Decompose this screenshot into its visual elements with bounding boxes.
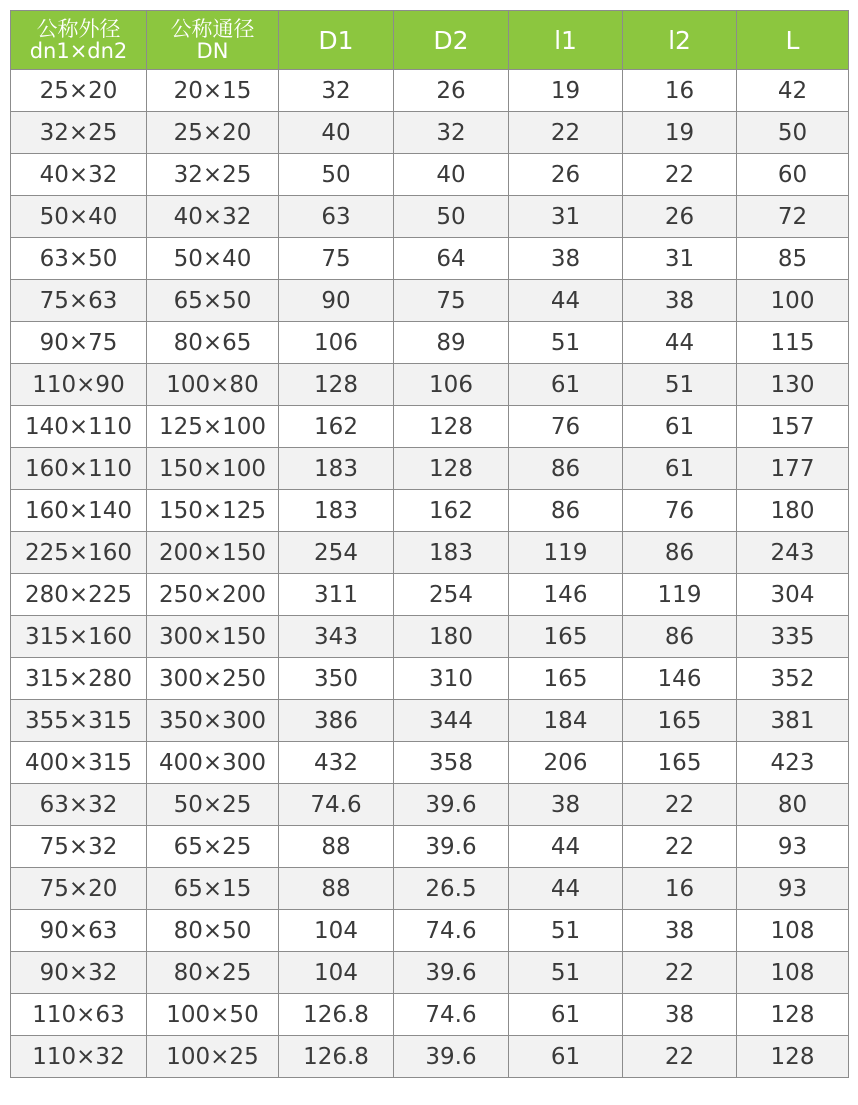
table-cell: 254 xyxy=(394,574,509,616)
table-cell: 75×20 xyxy=(11,868,147,910)
table-row xyxy=(11,826,849,868)
table-cell: 110×32 xyxy=(11,1036,147,1078)
table-cell: 61 xyxy=(623,448,737,490)
table-row xyxy=(11,364,849,406)
table-cell: 250×200 xyxy=(147,574,279,616)
table-row xyxy=(11,406,849,448)
table-cell: 344 xyxy=(394,700,509,742)
table-cell: 75 xyxy=(279,238,394,280)
table-row xyxy=(11,196,849,238)
table-cell: 400×315 xyxy=(11,742,147,784)
table-cell: 165 xyxy=(509,658,623,700)
table-cell: 22 xyxy=(623,826,737,868)
table-cell: 128 xyxy=(737,1036,849,1078)
table-cell: 180 xyxy=(394,616,509,658)
table-cell: 80×50 xyxy=(147,910,279,952)
table-cell: 50 xyxy=(737,112,849,154)
table-cell: 100×80 xyxy=(147,364,279,406)
table-cell: 311 xyxy=(279,574,394,616)
table-cell: 160×140 xyxy=(11,490,147,532)
table-row xyxy=(11,616,849,658)
table-cell: 280×225 xyxy=(11,574,147,616)
table-cell: 64 xyxy=(394,238,509,280)
table-row xyxy=(11,700,849,742)
table-cell: 19 xyxy=(509,70,623,112)
table-cell: 63×50 xyxy=(11,238,147,280)
table-row xyxy=(11,868,849,910)
table-cell: 80×25 xyxy=(147,952,279,994)
table-cell: 22 xyxy=(623,784,737,826)
table-row xyxy=(11,532,849,574)
table-cell: 300×150 xyxy=(147,616,279,658)
table-cell: 22 xyxy=(623,154,737,196)
table-row xyxy=(11,952,849,994)
table-cell: 51 xyxy=(509,322,623,364)
table-cell: 106 xyxy=(279,322,394,364)
table-cell: 104 xyxy=(279,952,394,994)
table-cell: 183 xyxy=(394,532,509,574)
table-cell: 93 xyxy=(737,868,849,910)
table-cell: 38 xyxy=(623,994,737,1036)
table-cell: 32×25 xyxy=(11,112,147,154)
table-cell: 25×20 xyxy=(147,112,279,154)
table-cell: 74.6 xyxy=(279,784,394,826)
table-cell: 32 xyxy=(279,70,394,112)
table-cell: 22 xyxy=(623,952,737,994)
table-row xyxy=(11,238,849,280)
table-cell: 26 xyxy=(623,196,737,238)
table-cell: 22 xyxy=(509,112,623,154)
table-cell: 75×63 xyxy=(11,280,147,322)
table-cell: 65×50 xyxy=(147,280,279,322)
table-cell: 25×20 xyxy=(11,70,147,112)
table-cell: 39.6 xyxy=(394,1036,509,1078)
table-cell: 90 xyxy=(279,280,394,322)
table-cell: 44 xyxy=(509,826,623,868)
table-cell: 423 xyxy=(737,742,849,784)
table-row xyxy=(11,448,849,490)
header-l1 xyxy=(509,11,623,70)
table-cell: 40 xyxy=(279,112,394,154)
table-cell: 76 xyxy=(509,406,623,448)
table-row xyxy=(11,742,849,784)
table-cell: 61 xyxy=(623,406,737,448)
table-cell: 65×15 xyxy=(147,868,279,910)
header-label-line1: 公称外径 xyxy=(36,17,121,41)
table-cell: 38 xyxy=(509,784,623,826)
table-cell: 86 xyxy=(623,532,737,574)
header-label-line2: DN xyxy=(196,39,229,63)
table-cell: 76 xyxy=(623,490,737,532)
table-cell: 61 xyxy=(509,364,623,406)
table-cell: 108 xyxy=(737,910,849,952)
table-cell: 110×63 xyxy=(11,994,147,1036)
table-cell: 51 xyxy=(509,910,623,952)
table-cell: 128 xyxy=(394,406,509,448)
table-cell: 126.8 xyxy=(279,1036,394,1078)
table-cell: 89 xyxy=(394,322,509,364)
table-cell: 119 xyxy=(509,532,623,574)
table-row xyxy=(11,112,849,154)
header-label: l1 xyxy=(554,25,577,55)
table-cell: 315×280 xyxy=(11,658,147,700)
table-row xyxy=(11,994,849,1036)
table-cell: 50×25 xyxy=(147,784,279,826)
table-cell: 315×160 xyxy=(11,616,147,658)
table-cell: 140×110 xyxy=(11,406,147,448)
table-cell: 40 xyxy=(394,154,509,196)
table-cell: 16 xyxy=(623,868,737,910)
table-cell: 65×25 xyxy=(147,826,279,868)
table-cell: 80×65 xyxy=(147,322,279,364)
table-cell: 254 xyxy=(279,532,394,574)
table-cell: 162 xyxy=(394,490,509,532)
table-cell: 104 xyxy=(279,910,394,952)
table-cell: 90×32 xyxy=(11,952,147,994)
table-cell: 40×32 xyxy=(11,154,147,196)
table-cell: 75×32 xyxy=(11,826,147,868)
table-cell: 335 xyxy=(737,616,849,658)
table-cell: 80 xyxy=(737,784,849,826)
table-cell: 60 xyxy=(737,154,849,196)
table-cell: 31 xyxy=(623,238,737,280)
table-cell: 38 xyxy=(623,280,737,322)
table-cell: 184 xyxy=(509,700,623,742)
table-cell: 119 xyxy=(623,574,737,616)
table-cell: 355×315 xyxy=(11,700,147,742)
table-cell: 32 xyxy=(394,112,509,154)
table-cell: 125×100 xyxy=(147,406,279,448)
table-cell: 162 xyxy=(279,406,394,448)
table-cell: 432 xyxy=(279,742,394,784)
table-cell: 88 xyxy=(279,868,394,910)
table-cell: 106 xyxy=(394,364,509,406)
table-cell: 86 xyxy=(509,490,623,532)
table-cell: 38 xyxy=(509,238,623,280)
table-row xyxy=(11,322,849,364)
table-cell: 61 xyxy=(509,994,623,1036)
table-cell: 150×100 xyxy=(147,448,279,490)
table-cell: 16 xyxy=(623,70,737,112)
table-cell: 74.6 xyxy=(394,994,509,1036)
table-cell: 88 xyxy=(279,826,394,868)
table-cell: 177 xyxy=(737,448,849,490)
table-cell: 157 xyxy=(737,406,849,448)
table-row xyxy=(11,574,849,616)
header-row xyxy=(11,11,849,70)
table-cell: 343 xyxy=(279,616,394,658)
header-nominal-bore xyxy=(147,11,279,70)
table-cell: 90×75 xyxy=(11,322,147,364)
table-cell: 386 xyxy=(279,700,394,742)
table-cell: 72 xyxy=(737,196,849,238)
header-d1 xyxy=(279,11,394,70)
table-cell: 39.6 xyxy=(394,826,509,868)
header-label: l2 xyxy=(668,25,691,55)
table-cell: 63×32 xyxy=(11,784,147,826)
table-cell: 31 xyxy=(509,196,623,238)
header-label-line2: dn1×dn2 xyxy=(29,39,128,63)
header-label-line1: 公称通径 xyxy=(170,17,255,41)
table-cell: 225×160 xyxy=(11,532,147,574)
table-cell: 183 xyxy=(279,490,394,532)
table-cell: 86 xyxy=(509,448,623,490)
table-cell: 165 xyxy=(509,616,623,658)
table-cell: 100 xyxy=(737,280,849,322)
table-cell: 352 xyxy=(737,658,849,700)
table-cell: 85 xyxy=(737,238,849,280)
table-cell: 180 xyxy=(737,490,849,532)
table-row xyxy=(11,70,849,112)
table-cell: 19 xyxy=(623,112,737,154)
table-row xyxy=(11,784,849,826)
header-l2 xyxy=(623,11,737,70)
table-cell: 50 xyxy=(279,154,394,196)
table-cell: 50×40 xyxy=(11,196,147,238)
table-cell: 39.6 xyxy=(394,784,509,826)
table-cell: 304 xyxy=(737,574,849,616)
table-cell: 108 xyxy=(737,952,849,994)
table-cell: 22 xyxy=(623,1036,737,1078)
header-outer-diameter xyxy=(11,11,147,70)
header-d2 xyxy=(394,11,509,70)
table-cell: 74.6 xyxy=(394,910,509,952)
table-cell: 160×110 xyxy=(11,448,147,490)
table-cell: 75 xyxy=(394,280,509,322)
table-cell: 310 xyxy=(394,658,509,700)
table-cell: 350×300 xyxy=(147,700,279,742)
table-row xyxy=(11,910,849,952)
table-cell: 206 xyxy=(509,742,623,784)
table-cell: 358 xyxy=(394,742,509,784)
table-cell: 126.8 xyxy=(279,994,394,1036)
table-row xyxy=(11,280,849,322)
table-body xyxy=(11,70,849,1078)
table-cell: 146 xyxy=(623,658,737,700)
table-cell: 400×300 xyxy=(147,742,279,784)
table-cell: 26 xyxy=(394,70,509,112)
table-cell: 26.5 xyxy=(394,868,509,910)
header-label: L xyxy=(785,25,800,55)
table-cell: 128 xyxy=(279,364,394,406)
table-header xyxy=(11,11,849,70)
table-row xyxy=(11,154,849,196)
table-cell: 165 xyxy=(623,742,737,784)
table-cell: 51 xyxy=(623,364,737,406)
table-cell: 44 xyxy=(509,280,623,322)
table-cell: 42 xyxy=(737,70,849,112)
table-cell: 50×40 xyxy=(147,238,279,280)
table-cell: 300×250 xyxy=(147,658,279,700)
table-cell: 32×25 xyxy=(147,154,279,196)
table-row xyxy=(11,658,849,700)
table-row xyxy=(11,1036,849,1078)
table-cell: 50 xyxy=(394,196,509,238)
header-label: D2 xyxy=(433,25,469,55)
table-cell: 150×125 xyxy=(147,490,279,532)
table-cell: 200×150 xyxy=(147,532,279,574)
table-cell: 44 xyxy=(509,868,623,910)
table-cell: 51 xyxy=(509,952,623,994)
table-cell: 63 xyxy=(279,196,394,238)
table-cell: 61 xyxy=(509,1036,623,1078)
table-cell: 38 xyxy=(623,910,737,952)
table-cell: 146 xyxy=(509,574,623,616)
table-cell: 110×90 xyxy=(11,364,147,406)
table-cell: 90×63 xyxy=(11,910,147,952)
table-cell: 381 xyxy=(737,700,849,742)
table-cell: 130 xyxy=(737,364,849,406)
header-label: D1 xyxy=(318,25,354,55)
table-cell: 86 xyxy=(623,616,737,658)
dimension-table xyxy=(10,10,849,1078)
table-cell: 100×25 xyxy=(147,1036,279,1078)
header-l xyxy=(737,11,849,70)
table-cell: 165 xyxy=(623,700,737,742)
table-cell: 44 xyxy=(623,322,737,364)
table-cell: 40×32 xyxy=(147,196,279,238)
table-cell: 20×15 xyxy=(147,70,279,112)
table-cell: 183 xyxy=(279,448,394,490)
table-cell: 26 xyxy=(509,154,623,196)
table-cell: 115 xyxy=(737,322,849,364)
table-cell: 128 xyxy=(394,448,509,490)
table-cell: 350 xyxy=(279,658,394,700)
table-cell: 243 xyxy=(737,532,849,574)
table-cell: 100×50 xyxy=(147,994,279,1036)
table-row xyxy=(11,490,849,532)
table-cell: 93 xyxy=(737,826,849,868)
table-cell: 39.6 xyxy=(394,952,509,994)
table-cell: 128 xyxy=(737,994,849,1036)
